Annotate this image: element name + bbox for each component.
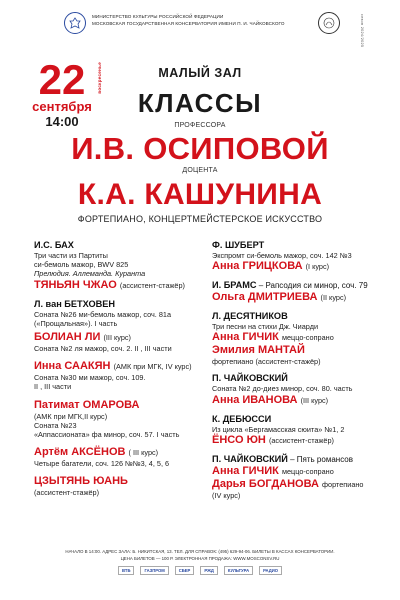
work-line: си-бемоль мажор, BWV 825 [34, 260, 129, 270]
program-block [34, 299, 209, 354]
composer-label: Ф. ШУБЕРТ [212, 240, 265, 250]
performer-line [212, 465, 387, 478]
performer-note: меццо-сопрано [281, 333, 334, 343]
sponsor-logo: ГАЗПРОМ [140, 566, 168, 575]
performer-line [212, 394, 387, 407]
emblem-icon [64, 12, 86, 34]
footer-line: ЦЕНА БИЛЕТОВ — 100 Р. ЭЛЕКТРОННАЯ ПРОДАЖА: WWW.MOSCONSV.RU [120, 556, 280, 561]
performer-note: (II курс) [320, 293, 347, 303]
sponsor-logo: РЖД [200, 566, 218, 575]
work-line: «Аппассионата» фа минор, соч. 57. I часть [34, 430, 180, 440]
program-block [212, 311, 387, 366]
program-block [34, 360, 209, 391]
composer-name [212, 414, 387, 425]
work-line: (ассистент-стажёр) [34, 488, 100, 498]
work-line: II , III части [34, 382, 72, 392]
performer-note: меццо-сопрано [281, 466, 334, 476]
performer-note: (АМК при МГК, IV курс) [113, 362, 192, 372]
sponsor-logos [30, 566, 370, 575]
composer-name [212, 373, 387, 384]
work-line: Из цикла «Бергамасская сюита» №1, 2 [212, 424, 345, 434]
performer-name: Анна ГРИЦКОВА [212, 260, 303, 273]
work-line: Три песни на стихи Дж. Чиарди [212, 322, 319, 332]
performer-name: Эмилия МАНТАЙ [212, 344, 305, 357]
performer-line [212, 260, 387, 273]
composer-name: И.С. БАХ [34, 240, 74, 250]
date-time: 14:00 [45, 114, 79, 129]
performer-name: Дарья БОГДАНОВА [212, 477, 319, 490]
sponsor-logo: КУЛЬТУРА [224, 566, 253, 575]
performer-name: Анна ГИЧИК [212, 331, 279, 344]
performer-note: фортепиано [322, 479, 364, 489]
performer-name: Анна ГИЧИК [212, 464, 279, 477]
performer-name: Инна СААКЯН [34, 360, 111, 373]
composer-tail: – Рапсодия си минор, соч. 79 [256, 281, 368, 291]
program-block [212, 240, 387, 273]
header-text [92, 13, 312, 27]
program-block [212, 414, 387, 447]
program-block [34, 446, 209, 468]
work-line: Соната №2 до-диез минор, соч. 80. часть [212, 384, 353, 394]
performer-name: Ольга ДМИТРИЕВА [212, 291, 318, 304]
work-line: Соната №2 ля мажор, соч. 2. II , III части [34, 344, 172, 354]
performer-note: (I курс) [305, 262, 330, 272]
performer-line [34, 331, 209, 344]
work-line: Три части из Партиты [34, 251, 108, 260]
season-label: сезон 2024/2025 [360, 14, 364, 48]
program-block [212, 454, 387, 500]
professor-label: ПРОФЕССОРА [174, 122, 226, 129]
performer-line [34, 399, 209, 412]
performer-name: Артём АКСЁНОВ [34, 446, 126, 459]
performer-name: Анна ИВАНОВА [212, 393, 298, 406]
composer-label: П. ЧАЙКОВСКИЙ [212, 453, 288, 464]
sponsor-logo: СБЕР [175, 566, 195, 575]
performer-line [212, 291, 387, 304]
performer-note: (III курс) [300, 395, 329, 405]
date-day: 22 [38, 56, 86, 103]
performer-line [34, 446, 209, 459]
work-line: Четыре багатели, соч. 126 №№3, 4, 5, 6 [34, 459, 170, 469]
work-line: Соната №26 ми-бемоль мажор, соч. 81а [34, 309, 172, 319]
program-block [212, 373, 387, 406]
program-block [212, 280, 387, 304]
professor-name: И.В. ОСИПОВОЙ [71, 131, 329, 166]
performer-note: (ассистент-стажёр) [268, 435, 334, 445]
work-line: (АМК при МГК,II курс) [34, 411, 108, 421]
composer-name: Л. ван БЕТХОВЕН [34, 298, 116, 309]
performer-name: ЁНСО ЮН [212, 433, 266, 446]
performer-line [34, 475, 209, 488]
performer-name: БОЛИАН ЛИ [34, 331, 101, 344]
work-line: («Прощальная»). I часть [34, 318, 118, 328]
conservatory-line: МОСКОВСКАЯ ГОСУДАРСТВЕННАЯ КОНСЕРВАТОРИЯ ИМЕНИ П. И. ЧАЙКОВСКОГО [92, 21, 285, 26]
footer-line: НАЧАЛО В 14:00. АДРЕС ЗАЛА: Б. НИКИТСКАЯ, 13. ТЕЛ. ДЛЯ СПРАВОК: (495) 629-94-06. БИЛЕТЫ В КАССАХ КОНСЕРВАТОРИИ. [65, 549, 335, 554]
performer-note: (III курс) [103, 333, 131, 343]
footer-info [20, 548, 380, 562]
composer-label: К. ДЕБЮССИ [212, 413, 272, 424]
work-line: Прелюдия. Аллеманда. Куранта [34, 269, 146, 279]
composer-name [212, 280, 387, 291]
composer-label: Л. ДЕСЯТНИКОВ [212, 311, 288, 322]
event-title: КЛАССЫ [137, 88, 263, 118]
date-month: сентября [32, 99, 92, 114]
ministry-line: МИНИСТЕРСТВО КУЛЬТУРЫ РОССИЙСКОЙ ФЕДЕРАЦИИ [92, 14, 224, 19]
performer-note: (IV курс) [212, 490, 241, 500]
specialty-line: ФОРТЕПИАНО, КОНЦЕРТМЕЙСТЕРСКОЕ ИСКУССТВО [77, 214, 323, 224]
composer-label: П. ЧАЙКОВСКИЙ [212, 373, 288, 384]
performer-name: ТЯНЬЯН ЧЖАО [34, 278, 117, 291]
performer-note: фортепиано (ассистент-стажёр) [212, 357, 321, 367]
performer-name: ЦЗЫТЯНЬ ЮАНЬ [34, 475, 128, 488]
date-weekday: воскресенье [97, 62, 102, 94]
hall-name: МАЛЫЙ ЗАЛ [158, 66, 242, 80]
composer-name [212, 311, 387, 322]
performer-line [212, 478, 387, 491]
work-line: Соната №30 ми мажор, соч. 109. [34, 373, 146, 383]
composer-name [212, 240, 387, 251]
conservatory-seal-icon [318, 12, 340, 34]
composer-tail: – Пять романсов [287, 454, 353, 464]
performer-line [34, 360, 209, 373]
program-left-column [34, 240, 209, 505]
program-block [34, 240, 209, 292]
performer-line [34, 279, 209, 292]
program-right-column [212, 240, 387, 507]
performer-note: ( III курс) [128, 448, 159, 458]
performer-note: (ассистент-стажёр) [119, 280, 185, 290]
docent-name: К.А. КАШУНИНА [77, 178, 323, 211]
sponsor-logo: ВТБ [118, 566, 134, 575]
work-line: Соната №23 [34, 420, 77, 430]
work-line: Экспромт си-бемоль мажор, соч. 142 №3 [212, 251, 352, 260]
sponsor-logo: РАДИО [259, 566, 282, 575]
program-block [34, 399, 209, 440]
program-block [34, 475, 209, 497]
performer-line [212, 331, 387, 344]
composer-name [212, 454, 387, 465]
performer-line [212, 344, 387, 357]
composer-label: И. БРАМС [212, 280, 257, 291]
docent-label: ДОЦЕНТА [182, 167, 218, 174]
performer-line [212, 434, 387, 447]
performer-name: Патимат ОМАРОВА [34, 398, 140, 411]
